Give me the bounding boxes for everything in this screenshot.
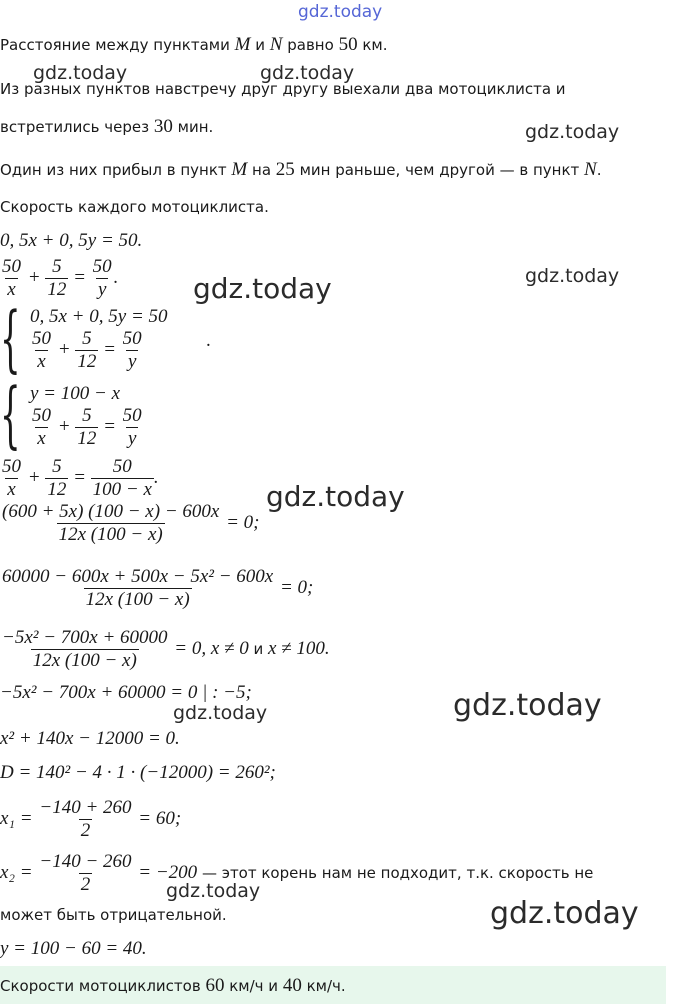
fraction xyxy=(0,566,275,611)
text: . xyxy=(113,266,119,288)
system-brace: { xyxy=(0,372,21,456)
text: и xyxy=(255,36,265,54)
numerator: 5 xyxy=(82,328,92,349)
problem-line-1 xyxy=(0,34,388,56)
operator: + xyxy=(57,338,71,360)
fraction xyxy=(37,851,133,896)
system-1-line-2 xyxy=(30,328,144,373)
denominator: 12x (100 − x) xyxy=(58,524,163,545)
fraction xyxy=(30,405,53,450)
equation-2 xyxy=(0,256,118,301)
answer-text xyxy=(0,975,346,997)
text: = 60; xyxy=(138,807,182,829)
denominator: y xyxy=(127,351,137,372)
watermark: gdz.today xyxy=(193,272,332,305)
fraction xyxy=(0,456,23,501)
fraction xyxy=(91,456,154,501)
text: x₁ = xyxy=(0,807,33,829)
numerator: 50 xyxy=(122,405,142,426)
denominator: y xyxy=(97,279,107,300)
fraction xyxy=(37,797,133,842)
numerator: 5 xyxy=(52,256,62,277)
denominator: y xyxy=(127,428,137,449)
numerator: 50 xyxy=(2,256,21,277)
numerator: 5 xyxy=(52,456,62,477)
text: на xyxy=(252,161,272,179)
numerator: −140 − 260 xyxy=(39,851,132,872)
point-m: M xyxy=(231,159,248,180)
problem-line-2: Из разных пунктов навстречу друг другу выехали два мотоциклиста и xyxy=(0,80,566,98)
problem-line-3 xyxy=(0,116,213,138)
text: Скорости мотоциклистов xyxy=(0,977,201,995)
fraction xyxy=(0,501,221,546)
text: — этот корень нам не подходит, т.к. скорость не xyxy=(201,863,594,882)
fraction xyxy=(75,405,98,450)
numerator: −140 + 260 xyxy=(39,797,132,818)
equation-6 xyxy=(0,566,313,611)
equation-4 xyxy=(0,456,159,501)
denominator: 12 xyxy=(77,351,97,372)
root-x2-note: может быть отрицательной. xyxy=(0,906,227,924)
numerator: 50 xyxy=(122,328,142,349)
point-n: N xyxy=(269,34,283,55)
system-2-line-1: y = 100 − x xyxy=(30,383,121,404)
watermark: gdz.today xyxy=(453,688,602,723)
fraction xyxy=(91,256,114,301)
denominator: x xyxy=(7,479,16,500)
system-brace: { xyxy=(0,296,21,380)
system-1-line-1: 0, 5x + 0, 5y = 50 xyxy=(30,306,168,327)
point-m: M xyxy=(234,34,251,55)
text: км/ч и xyxy=(229,977,279,995)
watermark: gdz.today xyxy=(260,62,355,84)
text: = 0; xyxy=(226,511,260,533)
text: Один из них прибыл в пункт xyxy=(0,161,227,179)
fraction xyxy=(0,627,170,672)
time-value: 25 xyxy=(275,159,295,180)
watermark: gdz.today xyxy=(525,121,620,143)
denominator: 2 xyxy=(80,874,91,895)
text: равно xyxy=(287,36,334,54)
equation-9: x² + 140x − 12000 = 0. xyxy=(0,728,180,749)
equation-8: −5x² − 700x + 60000 = 0 | : −5; xyxy=(0,682,252,703)
watermark: gdz.today xyxy=(166,880,261,902)
numerator: 50 xyxy=(2,456,21,477)
operator: = xyxy=(103,338,116,360)
denominator: x xyxy=(7,279,16,300)
numerator: 60000 − 600x + 500x − 5x² − 600x xyxy=(2,566,274,587)
equation-1: 0, 5x + 0, 5y = 50. xyxy=(0,230,143,251)
text: x ≠ 100. xyxy=(267,637,330,659)
equation-10: D = 140² − 4 · 1 · (−12000) = 260²; xyxy=(0,762,276,783)
text: мин раньше, чем другой — в пункт xyxy=(299,161,580,179)
problem-line-5: Скорость каждого мотоциклиста. xyxy=(0,198,269,216)
time-value: 30 xyxy=(153,116,173,137)
text: x₂ = xyxy=(0,861,33,883)
text: Расстояние между пунктами xyxy=(0,36,230,54)
equation-5 xyxy=(0,501,259,546)
text: . xyxy=(596,161,602,179)
numerator: 5 xyxy=(82,405,92,426)
watermark: gdz.today xyxy=(266,480,405,513)
text: = 0, x ≠ 0 xyxy=(174,637,249,659)
operator: + xyxy=(27,266,41,288)
numerator: 50 xyxy=(112,456,132,477)
numerator: 50 xyxy=(32,328,51,349)
numerator: 50 xyxy=(32,405,51,426)
operator: = xyxy=(103,415,116,437)
equation-11: y = 100 − 60 = 40. xyxy=(0,938,147,959)
text: . xyxy=(153,466,159,488)
text: = −200 xyxy=(138,861,198,883)
denominator: 12x (100 − x) xyxy=(85,589,190,610)
denominator: x xyxy=(37,428,46,449)
speed-value: 60 xyxy=(205,975,225,996)
text: = 0; xyxy=(279,576,314,598)
numerator: (600 + 5x) (100 − x) − 600x xyxy=(2,501,220,522)
text: встретились через xyxy=(0,118,150,136)
system-1-dot: . xyxy=(206,330,211,351)
unit: км. xyxy=(362,36,388,54)
root-x2 xyxy=(0,851,593,896)
denominator: 12x (100 − x) xyxy=(32,650,137,671)
fraction xyxy=(0,256,23,301)
distance-value: 50 xyxy=(338,34,358,55)
watermark: gdz.today xyxy=(525,265,620,287)
text: км/ч. xyxy=(306,977,346,995)
root-x1 xyxy=(0,797,181,842)
watermark: gdz.today xyxy=(490,896,639,931)
watermark: gdz.today xyxy=(33,62,128,84)
unit: мин. xyxy=(177,118,214,136)
fraction xyxy=(45,256,68,301)
watermark: gdz.today xyxy=(173,702,268,724)
operator: = xyxy=(73,466,86,488)
denominator: 100 − x xyxy=(92,479,152,500)
problem-line-4 xyxy=(0,159,602,181)
operator: = xyxy=(73,266,86,288)
denominator: 12 xyxy=(47,279,67,300)
equation-7 xyxy=(0,627,330,672)
speed-value: 40 xyxy=(282,975,302,996)
denominator: x xyxy=(37,351,46,372)
denominator: 12 xyxy=(77,428,97,449)
operator: + xyxy=(57,415,71,437)
point-n: N xyxy=(584,159,597,180)
numerator: 50 xyxy=(92,256,112,277)
watermark-top: gdz.today xyxy=(298,2,383,22)
operator: + xyxy=(27,466,41,488)
fraction xyxy=(45,456,68,501)
text: и xyxy=(253,639,264,658)
fraction xyxy=(121,328,144,373)
fraction xyxy=(75,328,98,373)
fraction xyxy=(30,328,53,373)
denominator: 2 xyxy=(80,820,91,841)
fraction xyxy=(121,405,144,450)
denominator: 12 xyxy=(47,479,67,500)
numerator: −5x² − 700x + 60000 xyxy=(2,627,168,648)
system-2-line-2 xyxy=(30,405,144,450)
